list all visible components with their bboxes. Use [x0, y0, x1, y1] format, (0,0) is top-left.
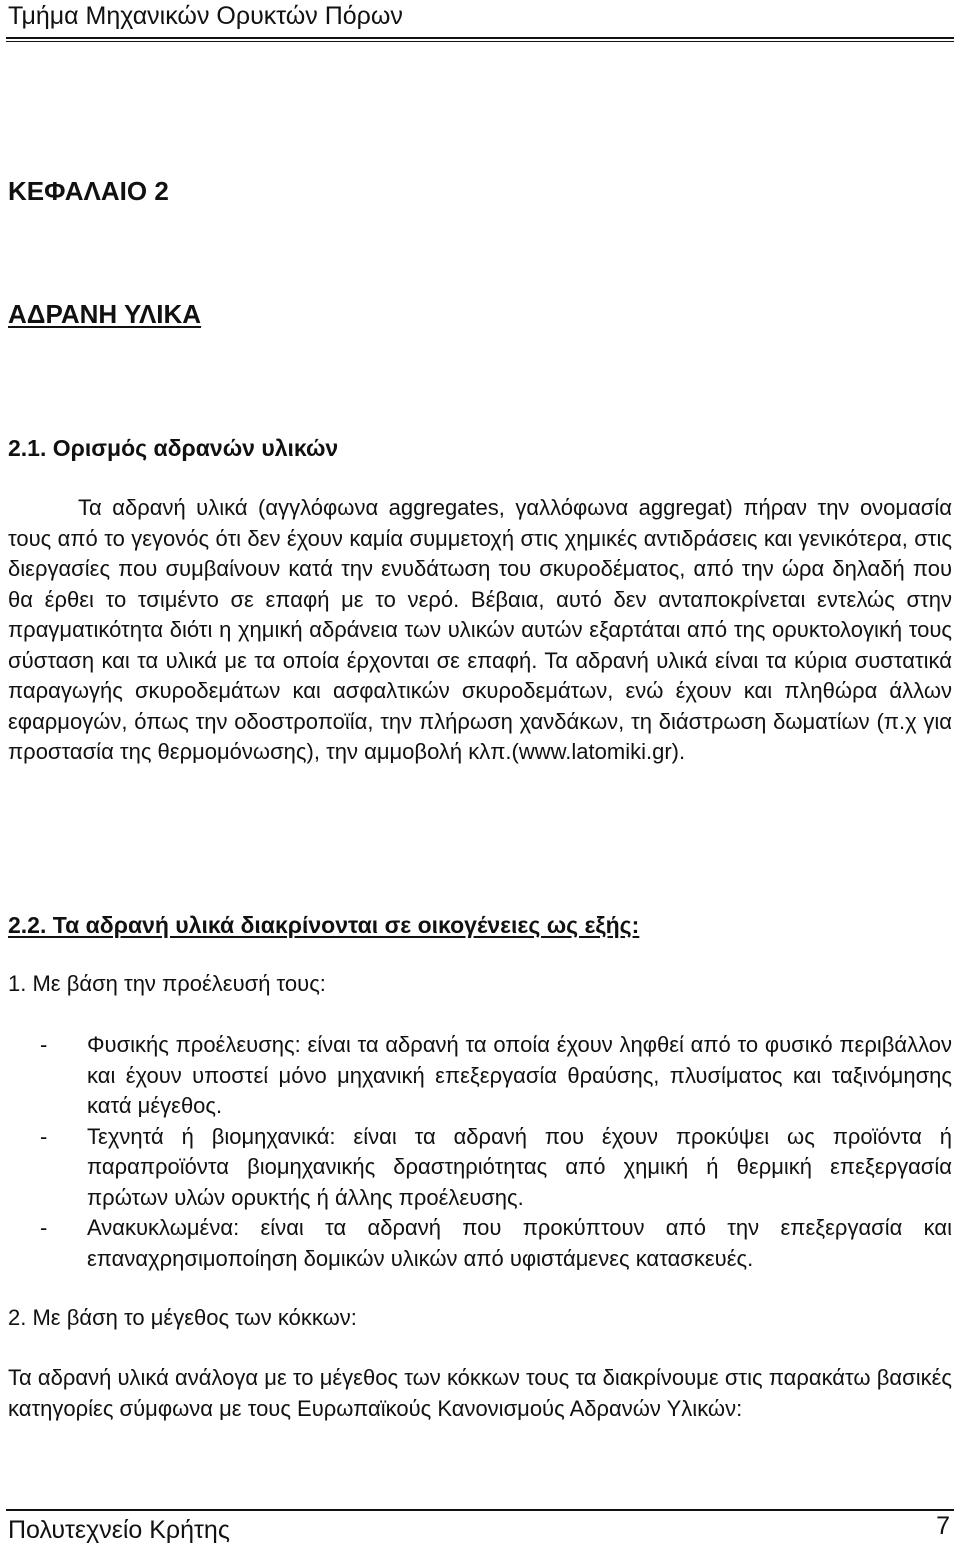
section-heading-2-2: 2.2. Τα αδρανή υλικά διακρίνονται σε οικογένειες ως εξής: — [8, 912, 640, 938]
header-divider-thin — [6, 41, 954, 42]
grain-size-paragraph: Τα αδρανή υλικά ανάλογα με το μέγεθος των κόκκων τους τα διακρίνουμε στις παρακάτω βασικές κατηγορίες σύμφωνα με τους Ευρωπαϊκούς Κανονισμούς Αδρανών Υλικών: — [8, 1365, 952, 1421]
header-divider — [6, 37, 954, 39]
page-header-title: Τμήμα Μηχανικών Ορυκτών Πόρων — [8, 2, 403, 30]
section-2-1-paragraph-text: Τα αδρανή υλικά (αγγλόφωνα aggregates, γαλλόφωνα aggregat) πήραν την ονομασία τους από το γεγονός ότι δεν έχουν καμία συμμετοχή στις χημικές αντιδράσεις και γενικότερα, στις διεργασίες που συμβαίνουν κατά την ενυδάτωση του σκυροδέματος, από την ώρα δηλαδή που θα έρθει το τσιμέντο σε επαφή με το νερό. Βέβαια, αυτό δεν ανταποκρίνεται εντελώς στην πραγματικότητα διότι η χημική αδράνεια των υλικών αυτών εξαρτάται από της ορυκτολογική τους σύσταση και τα υλικά με τα οποία έρχονται σε επαφή. Τα αδρανή υλικά είναι τα κύρια συστατικά παραγωγής σκυροδεμάτων και ασφαλτικών σκυροδεμάτων, ενώ έχουν και πληθώρα άλλων εφαρμογών, όπως την οδοστροποϊία, την πλήρωση χανδάκων, τη διάστρωση δωματίων (π.χ για προστασία της θερμομόνωσης), την αμμοβολή κλπ.(www.latomiki.gr). — [8, 495, 952, 764]
chapter-title: ΑΔΡΑΝΗ ΥΛΙΚΑ — [8, 299, 202, 329]
chapter-number: ΚΕΦΑΛΑΙΟ 2 — [8, 176, 169, 206]
section-2-1-paragraph — [8, 493, 952, 768]
origin-list — [8, 1030, 952, 1274]
list-item-text: Ανακυκλωμένα: είναι τα αδρανή που προκύπτουν από την επεξεργασία και επαναχρησιμοποίηση δομικών υλικών από υφιστάμενες κατασκευές. — [87, 1215, 952, 1271]
footer-divider — [6, 1509, 954, 1511]
list-item — [8, 1030, 952, 1122]
footer-institution: Πολυτεχνείο Κρήτης — [8, 1516, 230, 1544]
classification-grain-size-heading: 2. Με βάση το μέγεθος των κόκκων: — [8, 1305, 357, 1330]
list-item — [8, 1213, 952, 1274]
list-item-text: Τεχνητά ή βιομηχανικά: είναι τα αδρανή που έχουν προκύψει ως προϊόντα ή παραπροϊόντα βιομηχανικής δραστηριότητας από χημική ή θερμική επεξεργασία πρώτων υλών ορυκτής ή άλλης προέλευσης. — [87, 1123, 952, 1210]
list-item — [8, 1122, 952, 1214]
list-dash: - — [40, 1032, 48, 1057]
list-dash: - — [40, 1215, 48, 1240]
classification-origin-heading: 1. Με βάση την προέλευσή τους: — [8, 971, 326, 996]
page-number: 7 — [936, 1512, 950, 1540]
section-heading-2-1: 2.1. Ορισμός αδρανών υλικών — [8, 435, 339, 461]
list-dash: - — [40, 1123, 48, 1149]
list-item-text: Φυσικής προέλευσης: είναι τα αδρανή τα οποία έχουν ληφθεί από το φυσικό περιβάλλον και έχουν υποστεί μόνο μηχανική επεξεργασία θραύσης, πλυσίματος και ταξινόμησης κατά μέγεθος. — [87, 1032, 952, 1118]
